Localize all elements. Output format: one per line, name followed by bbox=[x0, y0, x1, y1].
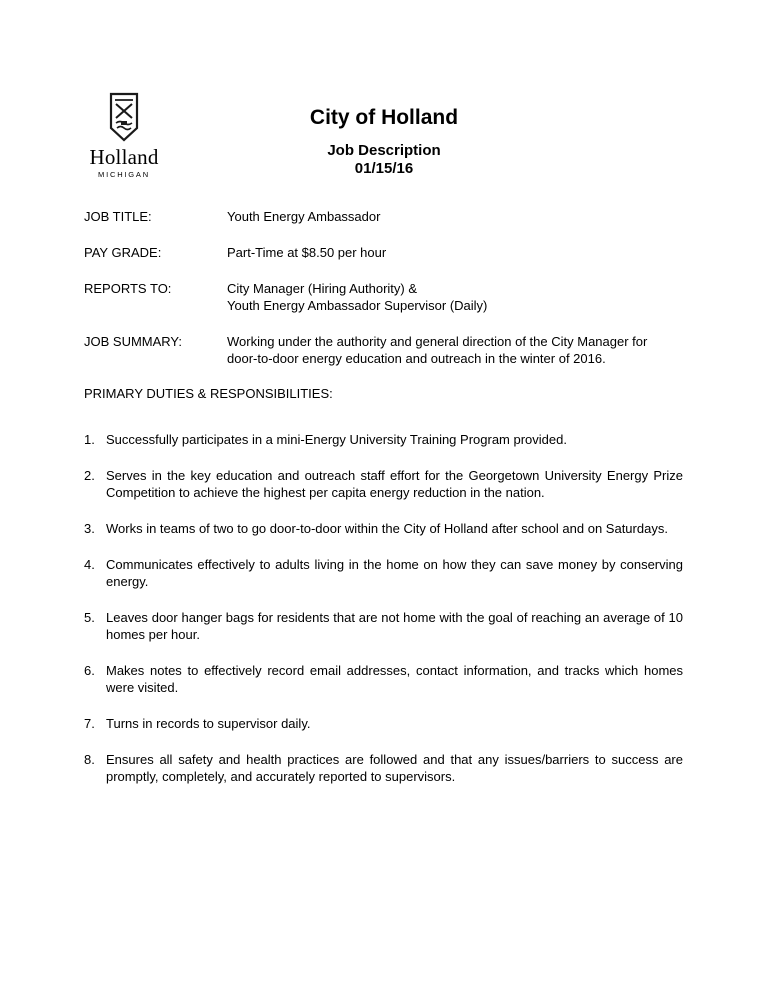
duties-list bbox=[84, 431, 683, 804]
document-title: City of Holland bbox=[309, 106, 459, 129]
list-item bbox=[84, 520, 683, 537]
list-item-text: Makes notes to effectively record email addresses, contact information, and tracks which homes were visited. bbox=[106, 663, 683, 695]
field-value-line: Youth Energy Ambassador Supervisor (Daily) bbox=[227, 298, 488, 313]
holland-logo bbox=[86, 92, 162, 179]
list-item-text: Leaves door hanger bags for residents that are not home with the goal of reaching an average of 10 homes per hour. bbox=[106, 610, 683, 642]
list-item-text: Serves in the key education and outreach staff effort for the Georgetown University Energy Prize Competition to achieve the highest per capita energy reduction in the nation. bbox=[106, 468, 683, 500]
holland-city-logo-icon bbox=[107, 92, 141, 142]
field-value bbox=[227, 280, 684, 314]
list-item-text: Successfully participates in a mini-Energy University Training Program provided. bbox=[106, 432, 567, 447]
section-heading: PRIMARY DUTIES & RESPONSIBILITIES: bbox=[84, 386, 333, 401]
list-item bbox=[84, 751, 683, 785]
document-header bbox=[234, 104, 534, 178]
list-item-number: 3. bbox=[84, 521, 95, 536]
list-item-number: 8. bbox=[84, 752, 95, 767]
list-item-text: Ensures all safety and health practices are followed and that any issues/barriers to success are promptly, completely, and accurately reported to supervisors. bbox=[106, 752, 683, 784]
field-value-line: Youth Energy Ambassador bbox=[227, 209, 381, 224]
field-label: REPORTS TO: bbox=[84, 281, 172, 296]
field-value bbox=[227, 244, 684, 261]
field-value bbox=[227, 333, 684, 367]
document-subtitle: Job Description bbox=[327, 142, 441, 159]
logo-wordmark: Holland bbox=[89, 145, 159, 169]
list-item-number: 4. bbox=[84, 557, 95, 572]
field-label: PAY GRADE: bbox=[84, 245, 162, 260]
field-label: JOB TITLE: bbox=[84, 209, 152, 224]
field-pay-grade bbox=[84, 244, 684, 261]
job-fields bbox=[84, 208, 684, 386]
list-item-number: 7. bbox=[84, 716, 95, 731]
list-item bbox=[84, 662, 683, 696]
list-item-number: 5. bbox=[84, 610, 95, 625]
field-job-summary bbox=[84, 333, 684, 367]
field-value-line: Working under the authority and general direction of the City Manager for bbox=[227, 334, 648, 349]
list-item bbox=[84, 715, 683, 732]
field-job-title bbox=[84, 208, 684, 225]
field-label: JOB SUMMARY: bbox=[84, 334, 183, 349]
list-item bbox=[84, 609, 683, 643]
list-item-text: Turns in records to supervisor daily. bbox=[106, 716, 311, 731]
field-reports-to bbox=[84, 280, 684, 314]
list-item-text: Works in teams of two to go door-to-door within the City of Holland after school and on Saturdays. bbox=[106, 521, 668, 536]
list-item-number: 2. bbox=[84, 468, 95, 483]
logo-subtitle: MICHIGAN bbox=[98, 170, 150, 179]
field-value-line: Part-Time at $8.50 per hour bbox=[227, 245, 387, 260]
list-item bbox=[84, 556, 683, 590]
list-item-number: 1. bbox=[84, 432, 95, 447]
document-date: 01/15/16 bbox=[354, 160, 414, 177]
field-value bbox=[227, 208, 684, 225]
list-item bbox=[84, 431, 683, 448]
field-value-line: City Manager (Hiring Authority) & bbox=[227, 281, 418, 296]
field-value-line: door-to-door energy education and outreach in the winter of 2016. bbox=[227, 351, 606, 366]
list-item-text: Communicates effectively to adults living in the home on how they can save money by conserving energy. bbox=[106, 557, 683, 589]
list-item bbox=[84, 467, 683, 501]
list-item-number: 6. bbox=[84, 663, 95, 678]
